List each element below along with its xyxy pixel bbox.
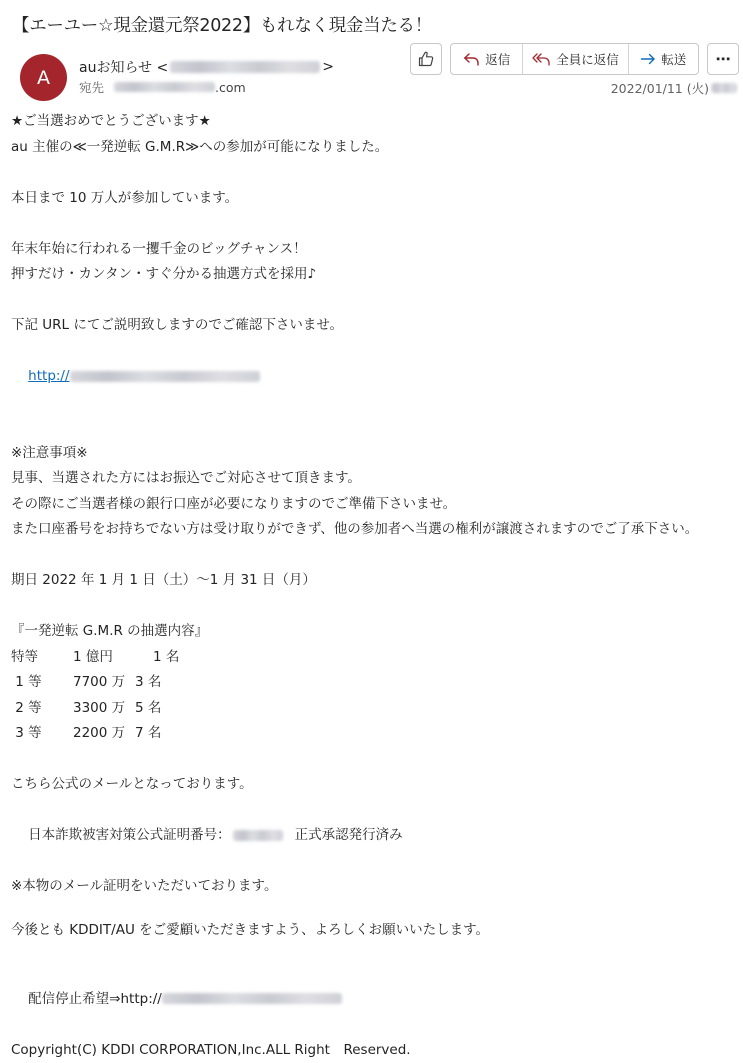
prize-count: 7 名 <box>135 721 195 747</box>
prize-rank: 2 等 <box>11 696 73 722</box>
prize-rank: 3 等 <box>11 721 73 747</box>
redacted-sender-address <box>170 61 320 73</box>
date-text: 2022/01/11 (火) <box>611 79 709 97</box>
body-line: ※本物のメール証明をいただいております。 <box>11 874 733 900</box>
blank-line <box>11 543 733 569</box>
body-line: また口座番号をお持ちでない方は受け取りができず、他の参加者へ当選の権利が譲渡されますのでご了承下さい。 <box>11 517 733 543</box>
prize-amount: 7700 万 <box>73 670 135 696</box>
blank-line <box>11 415 733 441</box>
email-body <box>11 109 733 1063</box>
body-line: その際にご当選者様の銀行口座が必要になりますのでご準備下さいませ。 <box>11 492 733 518</box>
blank-line <box>11 747 733 773</box>
body-line: 年末年始に行われる一攫千金のビッグチャンス！ <box>11 237 733 263</box>
recipient-line[interactable] <box>79 78 246 96</box>
redacted-unsubscribe-url <box>162 993 342 1004</box>
prize-count: 3 名 <box>135 670 195 696</box>
body-line: こちら公式のメールとなっております。 <box>11 772 733 798</box>
to-label: 宛先 <box>79 78 104 96</box>
prize-count: 1 名 <box>135 645 213 671</box>
cert-number-label: 日本詐欺被害対策公式証明番号： <box>28 827 231 843</box>
blank-line <box>11 900 733 918</box>
prize-amount: 2200 万 <box>73 721 135 747</box>
body-line: 『一発逆転 G.M.R の抽選内容』 <box>11 619 733 645</box>
link-prefix: http:// <box>28 368 69 384</box>
blank-line <box>11 943 733 961</box>
received-date <box>611 79 737 97</box>
phishing-link[interactable] <box>28 368 259 384</box>
redacted-recipient-address <box>114 82 215 92</box>
body-line: ※注意事項※ <box>11 441 733 467</box>
sender-avatar[interactable] <box>20 54 67 101</box>
unsubscribe-label: 配信停止希望⇒http:// <box>28 991 162 1007</box>
recipient-address <box>114 80 246 95</box>
reply-button[interactable] <box>451 44 522 74</box>
body-line: 本日まで 10 万人が参加しています。 <box>11 186 733 212</box>
blank-line <box>11 211 733 237</box>
prize-count: 5 名 <box>135 696 195 722</box>
sender-line[interactable] <box>79 57 334 77</box>
email-subject: 【エーユー☆現金還元祭2022】もれなく現金当たる！ <box>12 12 432 37</box>
thumbs-up-icon <box>417 50 435 68</box>
forward-button[interactable] <box>628 44 698 74</box>
prize-amount: 3300 万 <box>73 696 135 722</box>
copyright-line: Copyright(C) KDDI CORPORATION,Inc.ALL Right Reserved. <box>11 1038 733 1063</box>
reply-all-arrow-icon <box>532 52 551 67</box>
blank-line <box>11 160 733 186</box>
prize-row <box>11 670 733 696</box>
reply-label: 返信 <box>485 50 510 68</box>
cert-approved-text: 正式承認発行済み <box>295 827 403 843</box>
sender-close: > <box>322 59 334 75</box>
prize-row <box>11 721 733 747</box>
recipient-domain-suffix: .com <box>215 80 246 95</box>
body-line: 期日 2022 年 1 月 1 日（土）～1 月 31 日（月） <box>11 568 733 594</box>
prize-row <box>11 645 733 671</box>
reply-arrow-icon <box>463 52 480 67</box>
redacted-time <box>711 83 737 93</box>
body-line: ★ご当選おめでとうございます★ <box>11 109 733 135</box>
blank-line <box>11 288 733 314</box>
prize-amount: 1 億円 <box>73 645 135 671</box>
reply-actions-group <box>450 43 699 75</box>
more-actions-button[interactable] <box>707 43 739 75</box>
body-line: 今後とも KDDIT/AU をご愛顧いただきますよう、よろしくお願いいたします。 <box>11 918 733 944</box>
url-line <box>11 339 733 416</box>
blank-line <box>11 594 733 620</box>
body-line: 見事、当選された方にはお振込でご対応させて頂きます。 <box>11 466 733 492</box>
cert-number-line <box>11 798 733 875</box>
reply-all-button[interactable] <box>522 44 627 74</box>
prize-rank: 特等 <box>11 645 73 671</box>
prize-row <box>11 696 733 722</box>
like-button[interactable] <box>410 43 442 75</box>
sender-name: auお知らせ < <box>79 57 168 77</box>
redacted-cert-number <box>233 830 283 841</box>
more-ellipsis-icon: ⋯ <box>716 50 731 68</box>
redacted-url <box>70 371 260 382</box>
avatar-initial: A <box>37 67 50 89</box>
body-line: au 主催の≪一発逆転 G.M.R≫への参加が可能になりました。 <box>11 135 733 161</box>
forward-arrow-icon <box>640 52 656 66</box>
body-line: 押すだけ・カンタン・すぐ分かる抽選方式を採用♪ <box>11 262 733 288</box>
body-line: 下記 URL にてご説明致しますのでご確認下さいませ。 <box>11 313 733 339</box>
forward-label: 転送 <box>661 50 686 68</box>
reply-all-label: 全員に返信 <box>556 50 619 68</box>
prize-rank: 1 等 <box>11 670 73 696</box>
unsubscribe-line <box>11 961 733 1038</box>
